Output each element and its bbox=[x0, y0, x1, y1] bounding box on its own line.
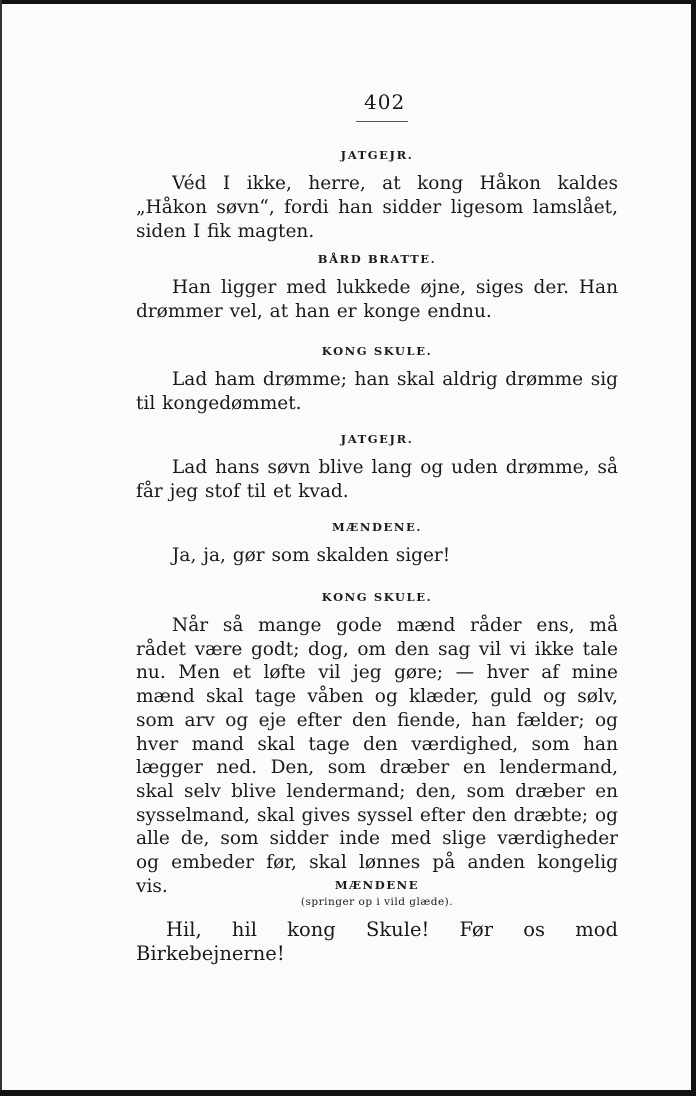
page-number-rule bbox=[356, 121, 408, 122]
speaker-name: JATGEJR. bbox=[340, 148, 414, 162]
dialogue-block bbox=[136, 520, 618, 568]
speech-text: Når så mange gode mænd råder ens, må rådet være godt; dog, om den sag vil vi ikke tale nu. Men et løfte vil jeg gøre; — hver af mine mænd skal tage våben og klæder, guld og sølv, som arv og eje efter den fiende, han fælder; og hver mand skal tage den værdighed, som han lægger ned. Den, som dræber en lendermand, skal selv blive lendermand; den, som dræber en sysselmand, skal gives syssel efter den dræbte; og alle de, som sidder inde med slige værdigheder og embeder før, skal lønnes på anden kongelig vis. bbox=[136, 615, 618, 897]
speaker-name: KONG SKULE. bbox=[321, 590, 433, 604]
dialogue-block bbox=[136, 432, 618, 504]
dialogue-block bbox=[136, 344, 618, 416]
speaker-name: BÅRD BRATTE. bbox=[317, 252, 437, 266]
speech-text: Han ligger med lukkede øjne, siges der. Han drømmer vel, at han er konge endnu. bbox=[136, 277, 618, 322]
speaker-name: MÆNDENE bbox=[334, 878, 420, 892]
speech-text: Lad hans søvn blive lang og uden drømme, så får jeg stof til et kvad. bbox=[136, 457, 618, 502]
dialogue-block bbox=[136, 878, 618, 966]
speech-text: Ja, ja, gør som skalden siger! bbox=[172, 545, 451, 566]
dialogue-block bbox=[136, 590, 618, 898]
page-number: 402 bbox=[364, 90, 406, 114]
speaker-name: KONG SKULE. bbox=[321, 344, 433, 358]
scan-border-right bbox=[691, 0, 696, 1096]
stage-direction: (springer op i vild glæde). bbox=[300, 896, 454, 908]
dialogue-block bbox=[136, 252, 618, 324]
speech-text: Véd I ikke, herre, at kong Håkon kaldes „Håkon søvn“, fordi han sidder ligesom lamslået, siden I fik magten. bbox=[136, 173, 618, 242]
dialogue-block bbox=[136, 148, 618, 244]
speech-text: Lad ham drømme; han skal aldrig drømme sig til kongedømmet. bbox=[136, 369, 618, 414]
speaker-name: MÆNDENE. bbox=[332, 520, 422, 534]
scan-border-bottom bbox=[0, 1090, 696, 1096]
scan-border-top bbox=[0, 0, 696, 4]
scan-border-left bbox=[0, 0, 2, 1096]
speaker-name: JATGEJR. bbox=[340, 432, 414, 446]
speech-text: Hil, hil kong Skule! Før os mod Birkebejnerne! bbox=[136, 918, 618, 965]
